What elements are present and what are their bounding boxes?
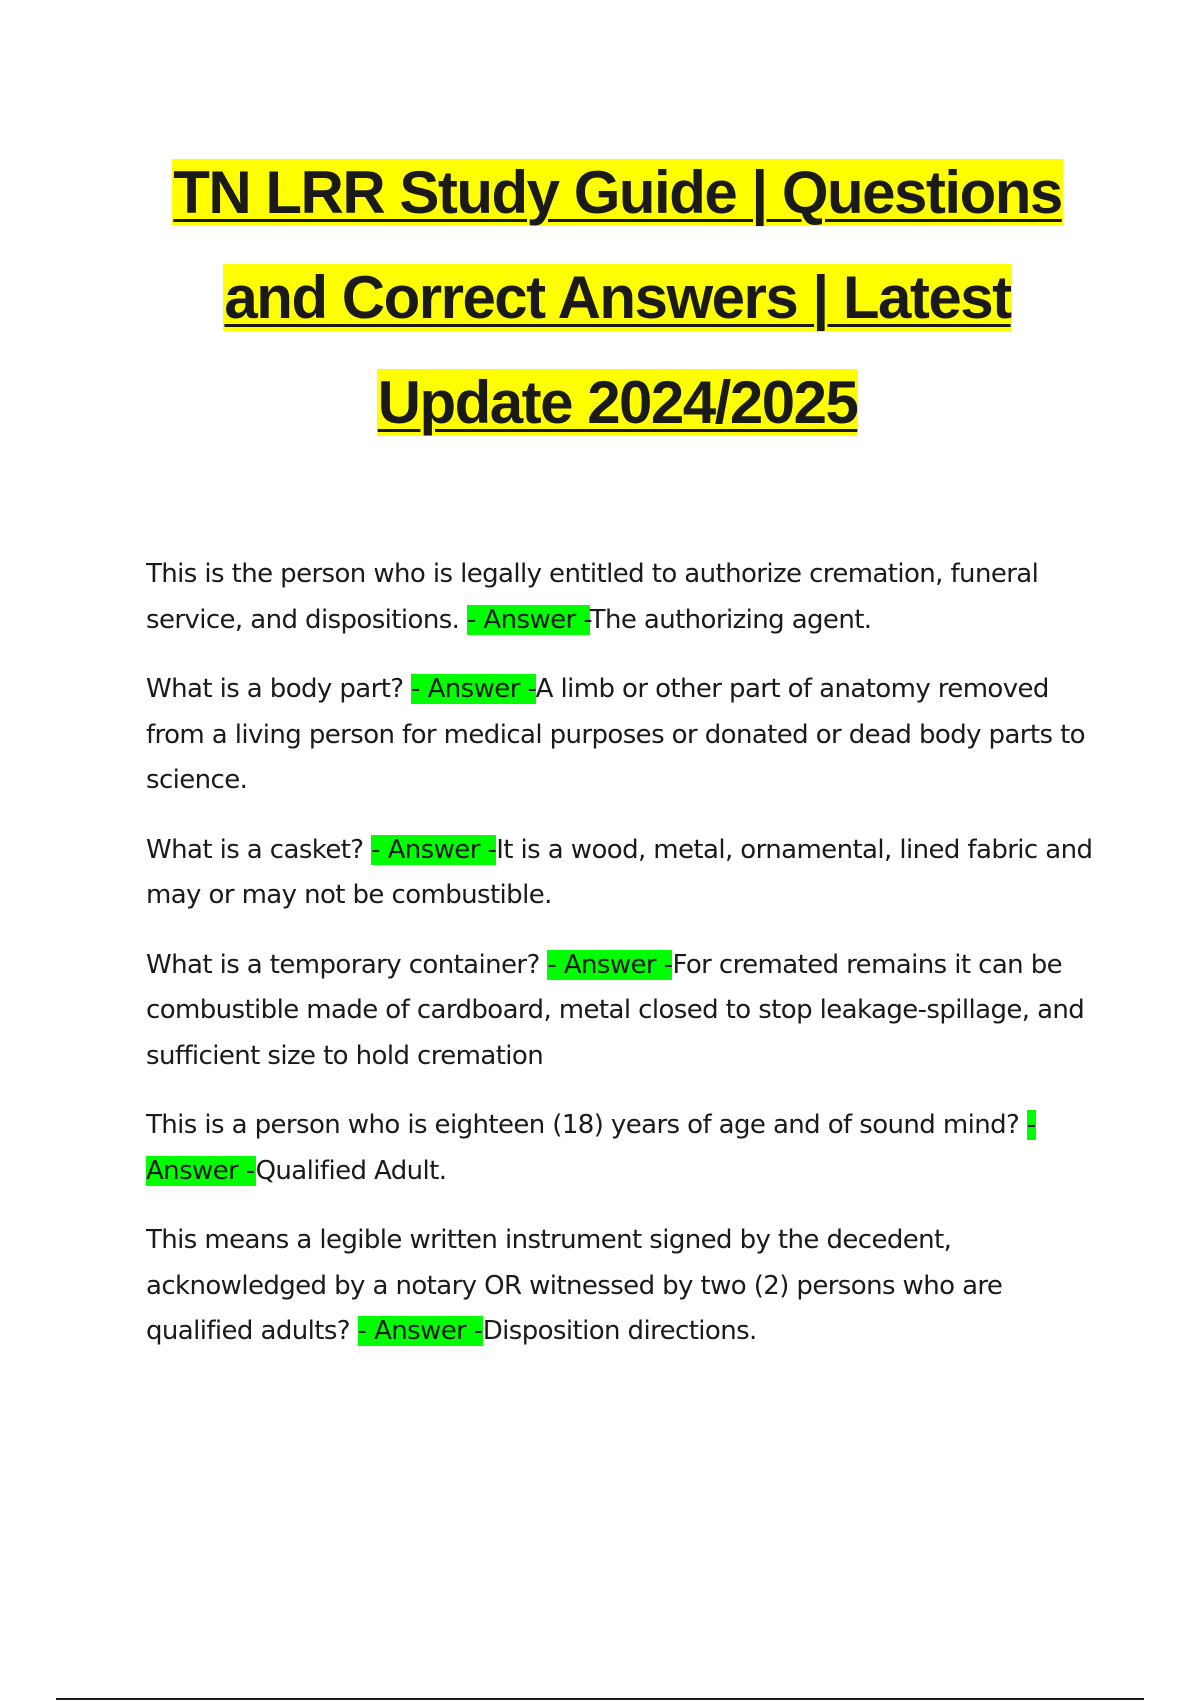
answer-marker: - Answer - [466, 604, 590, 635]
answer-text: It is a wood, metal, ornamental, lined fabric and may or may not be combustible. [146, 834, 1093, 910]
qa-item [146, 667, 1096, 804]
qa-item [146, 552, 1096, 643]
qa-item [146, 1218, 1096, 1355]
title-line-2-text: and Correct Answers | Latest [224, 264, 1011, 331]
qa-item [146, 943, 1096, 1080]
title-line-2 [120, 245, 1115, 350]
answer-text: A limb or other part of anatomy removed from a living person for medical purposes or donated or dead body parts to science. [146, 674, 1085, 795]
question-text: This means a legible written instrument signed by the decedent, acknowledged by a notary OR witnessed by two (2) persons who are qualified adults? [146, 1225, 1003, 1346]
qa-list [146, 552, 1096, 1379]
title-line-3 [120, 350, 1115, 455]
answer-text: Qualified Adult. [255, 1155, 447, 1186]
answer-marker: - Answer - [357, 1316, 483, 1346]
answer-text: The authorizing agent. [589, 604, 872, 635]
answer-marker: - Answer - [371, 834, 497, 865]
title-line-3-text: Update 2024/2025 [377, 369, 858, 436]
question-text: This is a person who is eighteen (18) years of age and of sound mind? [146, 1110, 1027, 1140]
title-line-1 [120, 140, 1115, 245]
answer-text: Disposition directions. [482, 1316, 757, 1346]
document-title [120, 140, 1115, 455]
qa-item [146, 1103, 1096, 1194]
question-text: What is a casket? [146, 834, 372, 865]
answer-marker: - Answer - [146, 1110, 1036, 1186]
question-text: This is the person who is legally entitled to authorize cremation, funeral service, and dispositions. [146, 559, 1039, 635]
qa-item [146, 828, 1096, 919]
answer-marker: - Answer - [411, 674, 536, 704]
question-text: What is a temporary container? [146, 949, 548, 980]
question-text: What is a body part? [146, 674, 412, 704]
title-line-1-text: TN LRR Study Guide | Questions [173, 159, 1062, 226]
answer-marker: - Answer - [547, 949, 673, 980]
answer-text: For cremated remains it can be combustible made of cardboard, metal closed to stop leakage-spillage, and sufficient size to hold cremation [146, 949, 1085, 1071]
